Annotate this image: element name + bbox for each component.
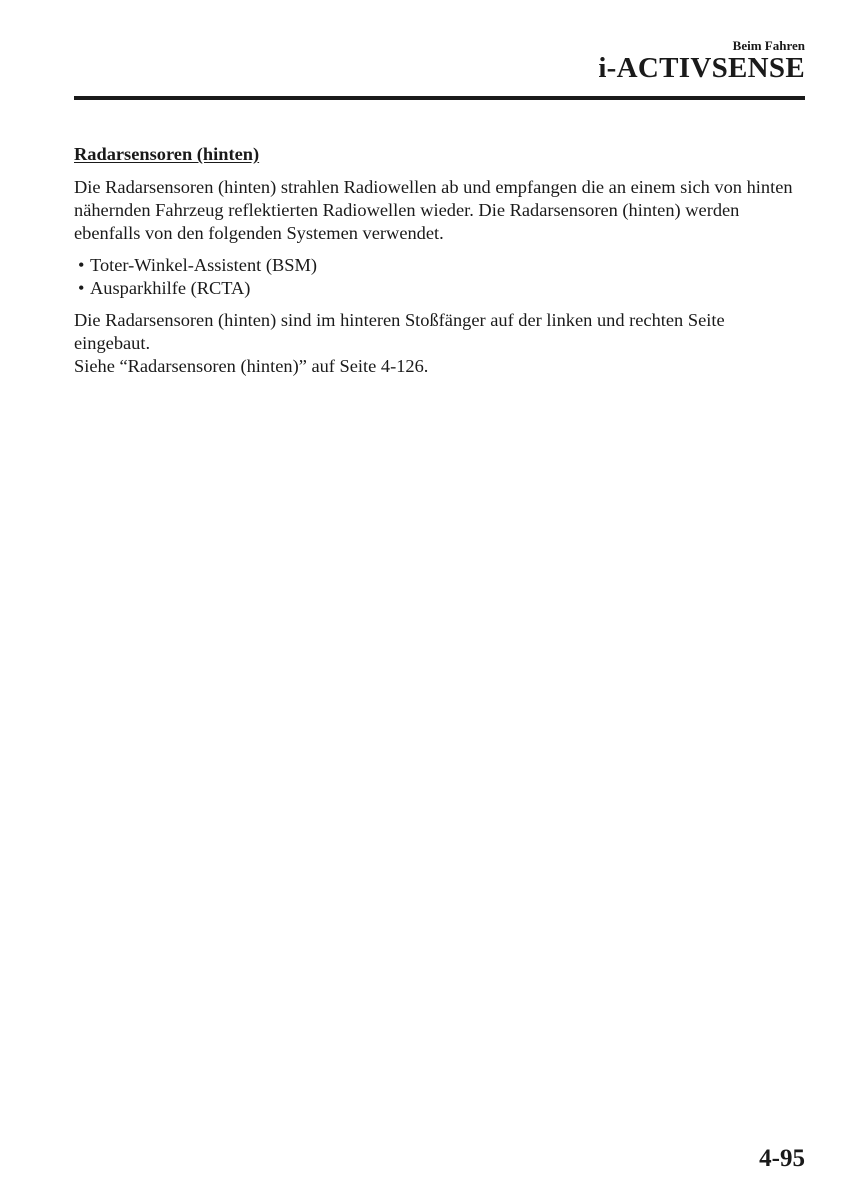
location-paragraph	[74, 309, 805, 378]
header-divider	[74, 96, 805, 100]
main-content	[74, 143, 805, 387]
page-number: 4-95	[759, 1145, 805, 1172]
list-item	[74, 254, 805, 277]
cross-reference: Siehe “Radarsensoren (hinten)” auf Seite 4-126.	[74, 356, 429, 376]
bullet-icon: •	[78, 255, 85, 275]
systems-list	[74, 254, 805, 300]
list-item-text: Ausparkhilfe (RCTA)	[90, 278, 251, 298]
bullet-icon: •	[78, 278, 85, 298]
list-item	[74, 277, 805, 300]
list-item-text: Toter-Winkel-Assistent (BSM)	[90, 255, 317, 275]
location-text: Die Radarsensoren (hinten) sind im hinteren Stoßfänger auf der linken und rechten Seite eingebaut.	[74, 310, 725, 353]
section-title: i-ACTIVSENSE	[598, 52, 805, 84]
intro-paragraph: Die Radarsensoren (hinten) strahlen Radiowellen ab und empfangen die an einem sich von hinten nähernden Fahrzeug reflektierten Radiowellen wieder. Die Radarsensoren (hinten) werden ebenfalls von den folgenden Systemen verwendet.	[74, 177, 793, 243]
chapter-label: Beim Fahren	[732, 38, 805, 53]
subsection-heading: Radarsensoren (hinten)	[74, 144, 260, 164]
